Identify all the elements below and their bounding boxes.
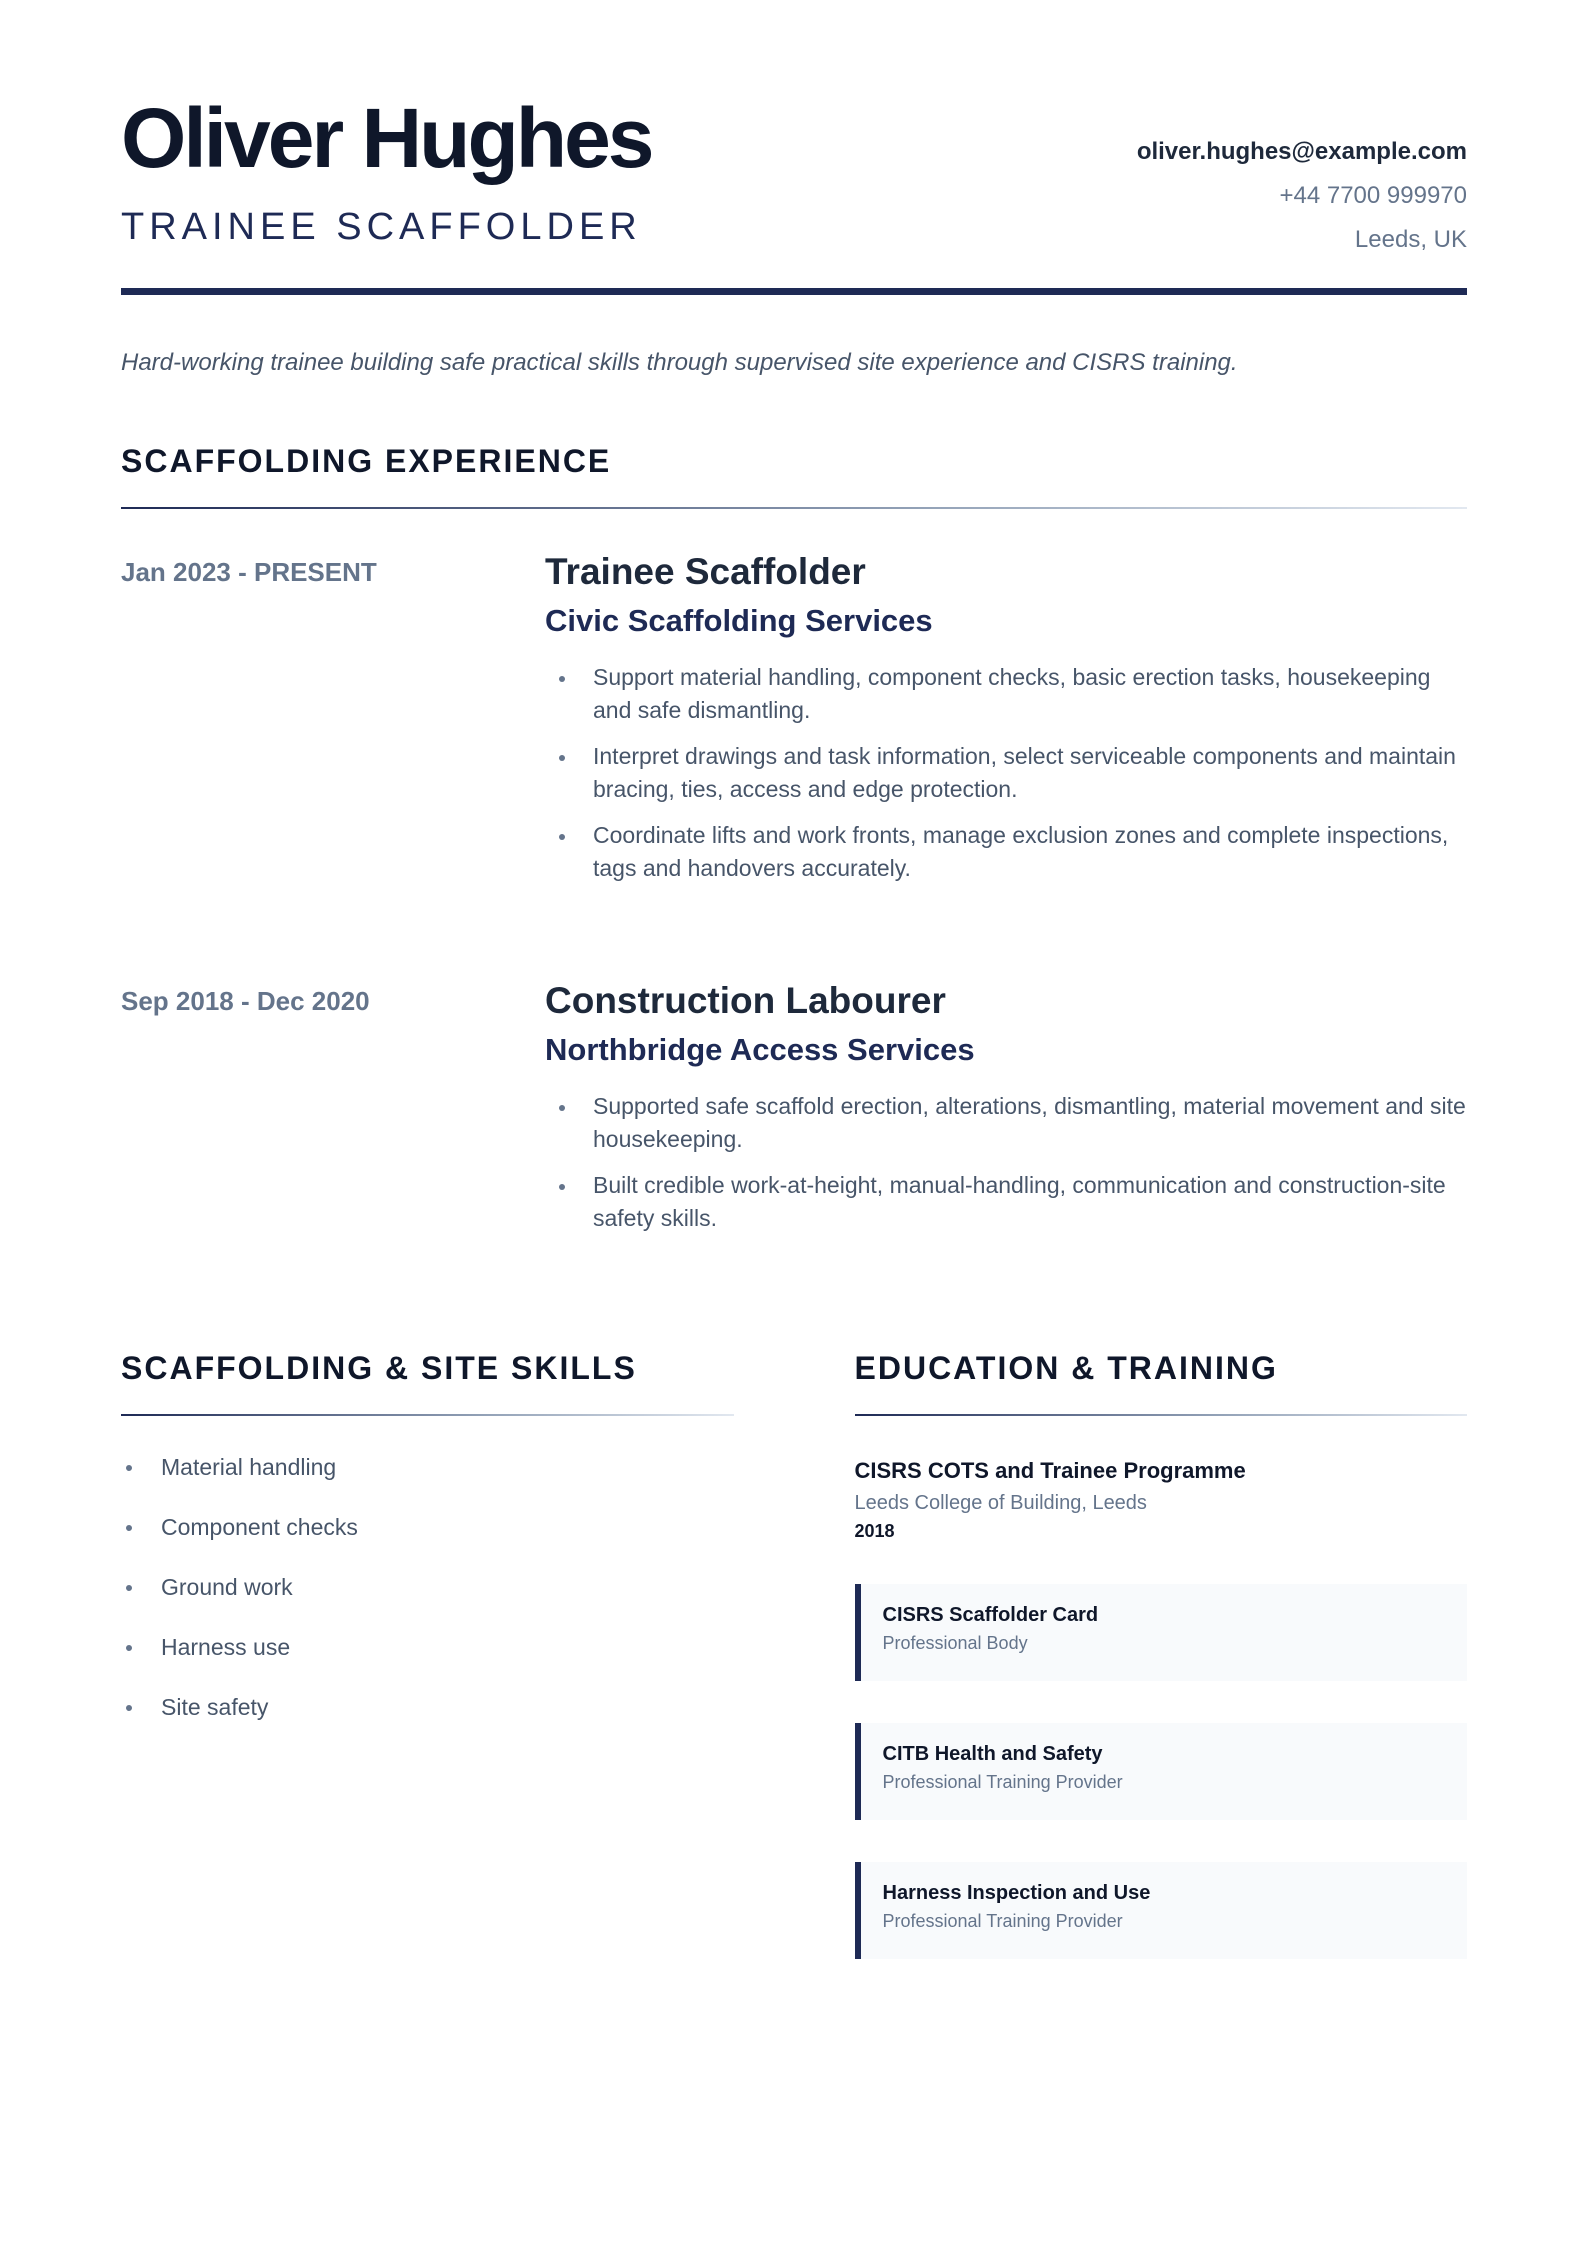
certification-card	[855, 1723, 1468, 1820]
candidate-role: TRAINEE SCAFFOLDER	[121, 206, 642, 248]
job-bullet-list	[545, 661, 1467, 885]
job-title: Construction Labourer	[545, 980, 946, 1021]
skill-item: Ground work	[121, 1572, 734, 1602]
education-entry	[855, 1458, 1468, 1542]
job-entry	[121, 980, 1467, 1248]
job-company: Northbridge Access Services	[545, 1032, 975, 1067]
education-year: 2018	[854, 1521, 895, 1541]
section-divider	[855, 1414, 1468, 1416]
job-title: Trainee Scaffolder	[545, 551, 866, 592]
resume-header	[121, 0, 1467, 295]
job-bullet: Interpret drawings and task information, select serviceable components and maintain bracing, ties, access and edge protection.	[545, 740, 1467, 806]
candidate-name: Oliver Hughes	[121, 91, 652, 185]
education-section	[855, 1350, 1468, 1959]
skill-item: Site safety	[121, 1692, 734, 1722]
certification-issuer: Professional Body	[882, 1633, 1028, 1653]
experience-heading: SCAFFOLDING EXPERIENCE	[121, 443, 612, 479]
skill-item: Component checks	[121, 1512, 734, 1542]
skill-item: Material handling	[121, 1452, 734, 1482]
certification-issuer: Professional Training Provider	[882, 1772, 1123, 1792]
lower-columns	[121, 1350, 1467, 1959]
certification-card	[855, 1862, 1468, 1959]
contact-block	[1137, 130, 1467, 262]
job-details	[545, 551, 1467, 898]
skills-section	[121, 1350, 734, 1959]
contact-phone: +44 7700 999970	[1279, 182, 1467, 209]
job-dates: Jan 2023 - PRESENT	[121, 557, 377, 587]
header-divider	[121, 288, 1467, 295]
job-bullet: Coordinate lifts and work fronts, manage exclusion zones and complete inspections, tags and handovers accurately.	[545, 819, 1467, 885]
job-company: Civic Scaffolding Services	[545, 603, 933, 638]
certification-title: CITB Health and Safety	[882, 1743, 1103, 1765]
profile-summary: Hard-working trainee building safe practical skills through supervised site experience and CISRS training.	[121, 349, 1238, 376]
experience-section	[121, 443, 1467, 1248]
job-bullet: Support material handling, component checks, basic erection tasks, housekeeping and safe dismantling.	[545, 661, 1467, 727]
job-entry	[121, 551, 1467, 898]
certification-card	[855, 1584, 1468, 1681]
certification-title: Harness Inspection and Use	[882, 1882, 1151, 1904]
job-bullet-list	[545, 1090, 1467, 1235]
job-bullet: Supported safe scaffold erection, alterations, dismantling, material movement and site housekeeping.	[545, 1090, 1467, 1156]
certification-title: CISRS Scaffolder Card	[882, 1604, 1099, 1626]
certification-issuer: Professional Training Provider	[882, 1911, 1123, 1931]
skills-heading: SCAFFOLDING & SITE SKILLS	[121, 1350, 637, 1386]
education-title: CISRS COTS and Trainee Programme	[854, 1458, 1246, 1483]
job-dates: Sep 2018 - Dec 2020	[121, 986, 370, 1016]
skill-item: Harness use	[121, 1632, 734, 1662]
contact-location: Leeds, UK	[1354, 226, 1467, 253]
section-divider	[121, 507, 1467, 509]
education-heading: EDUCATION & TRAINING	[854, 1350, 1278, 1386]
education-institution: Leeds College of Building, Leeds	[854, 1492, 1147, 1514]
skills-list	[121, 1452, 734, 1722]
job-details	[545, 980, 1467, 1248]
section-divider	[121, 1414, 734, 1416]
contact-email[interactable]: oliver.hughes@example.com	[1136, 138, 1467, 165]
job-bullet: Built credible work-at-height, manual-handling, communication and construction-site safety skills.	[545, 1169, 1467, 1235]
